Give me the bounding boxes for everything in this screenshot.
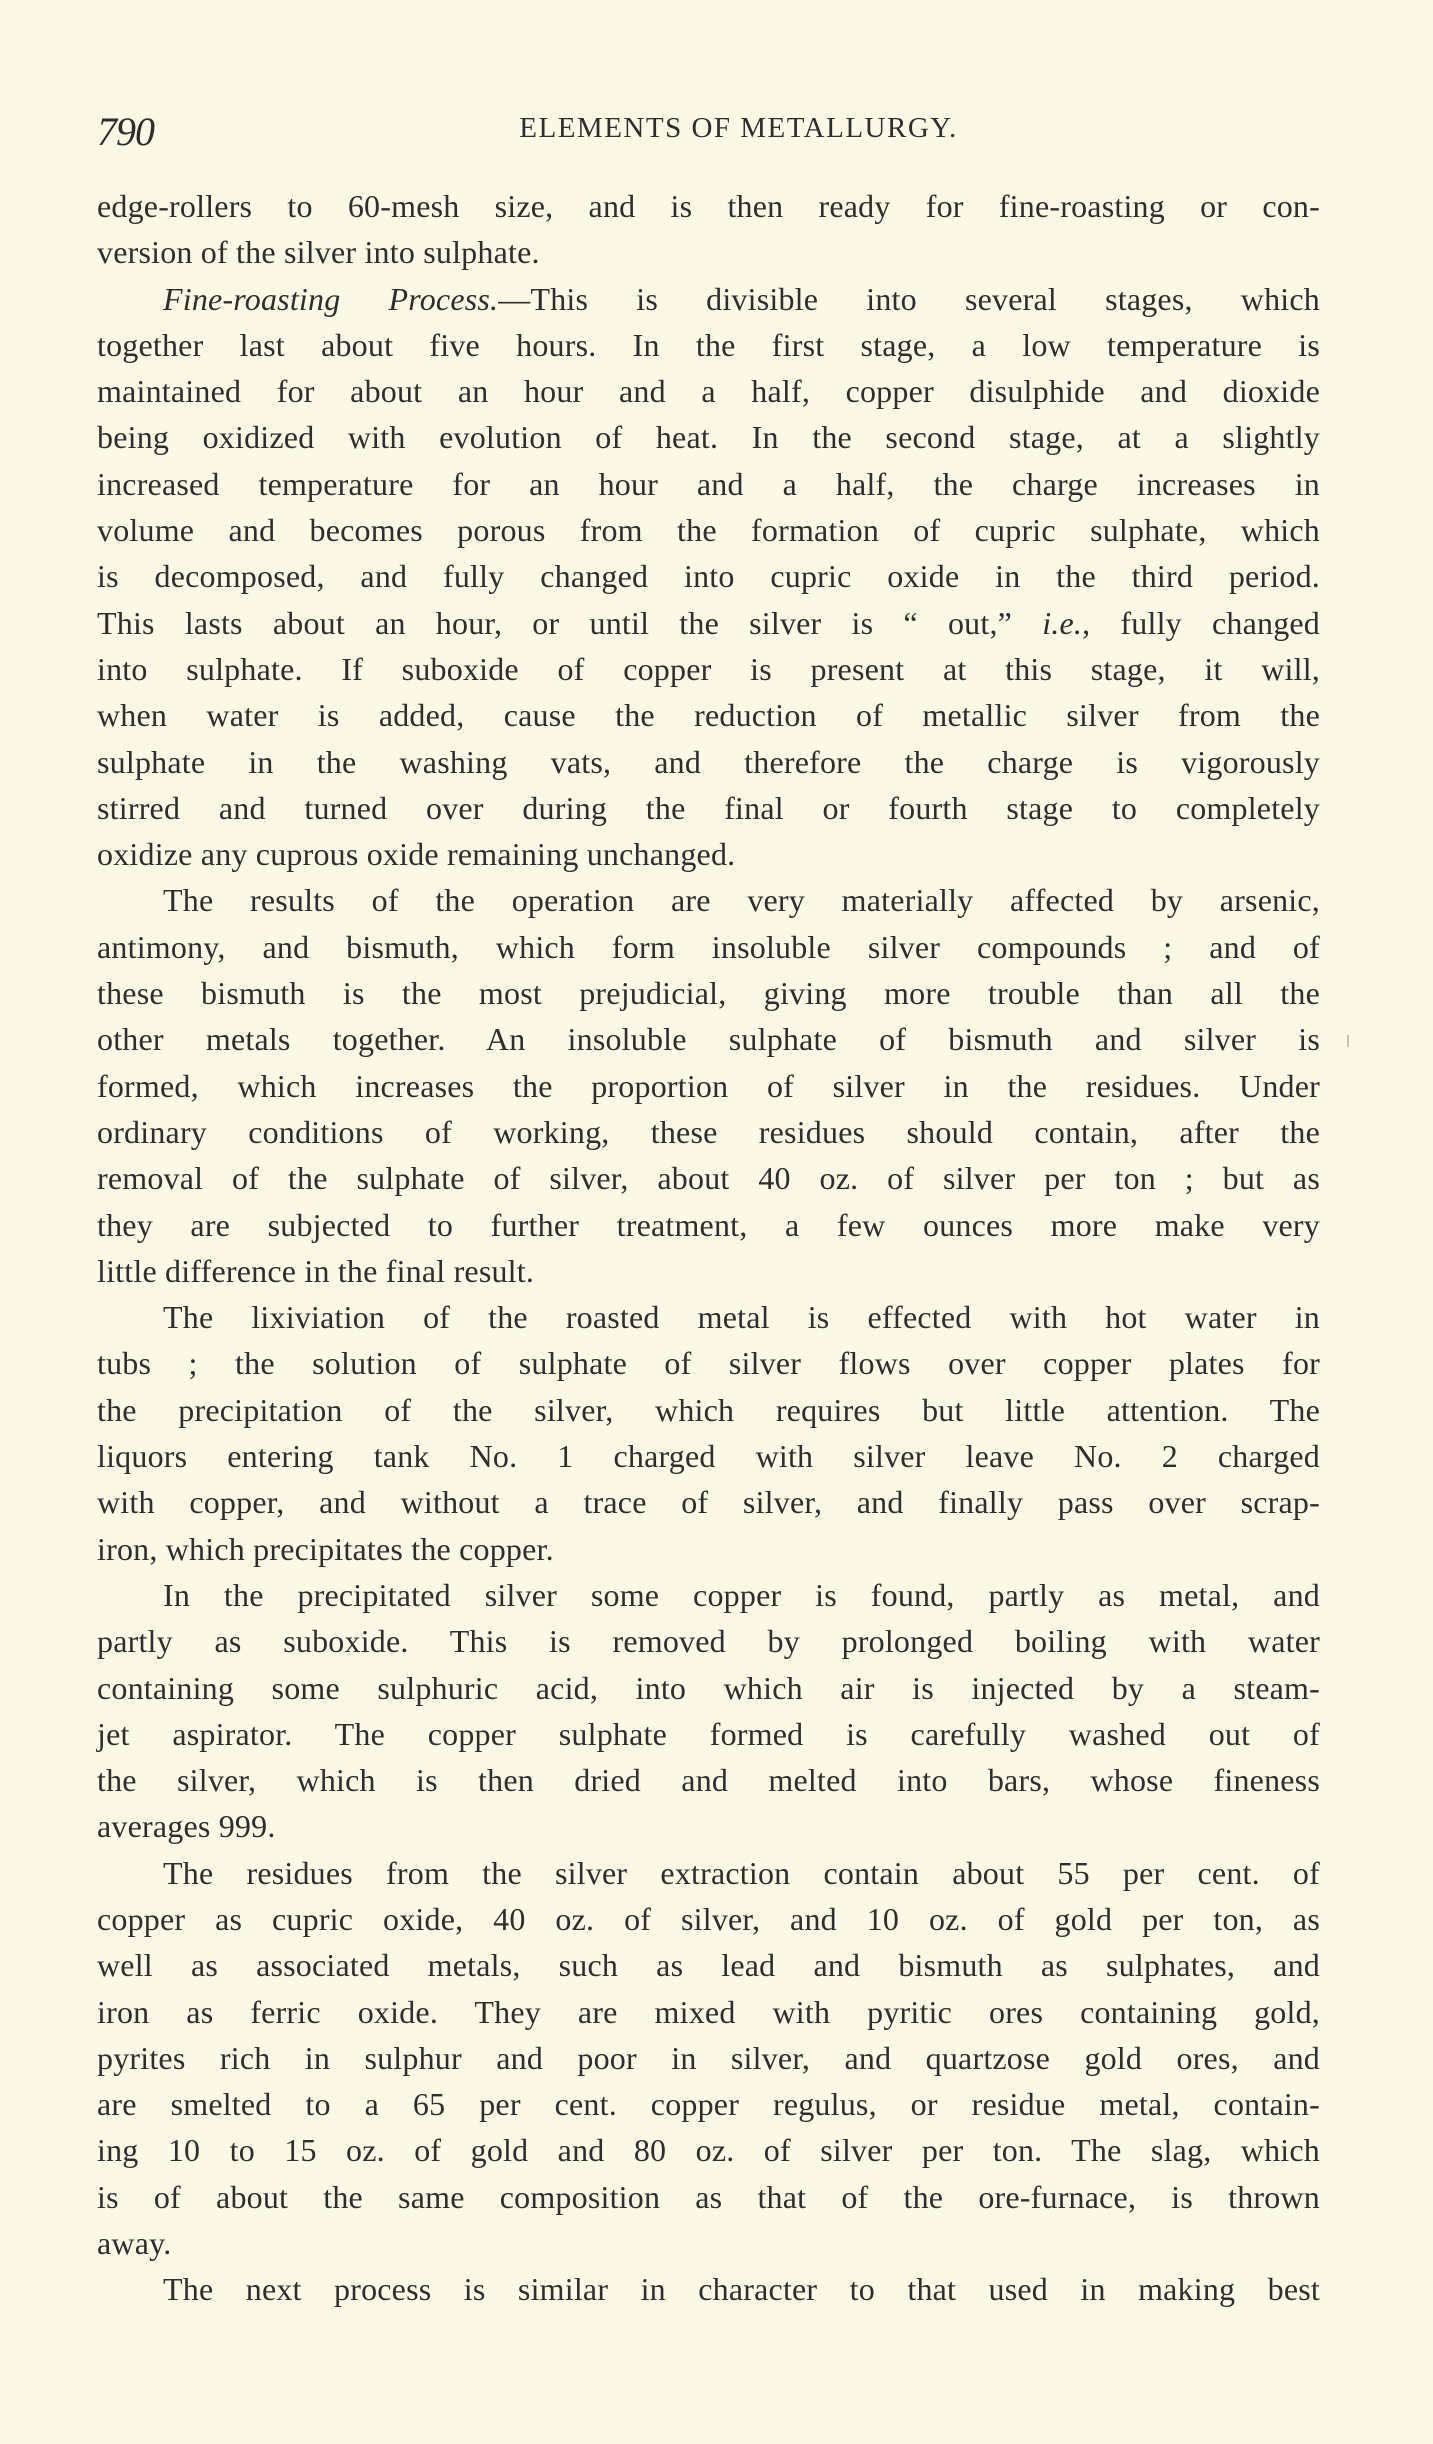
paragraph [97,1572,1320,1850]
text-line: pyrites rich in sulphur and poor in silver, and quartzose gold ores, and [97,2039,1320,2076]
page-body [97,183,1320,2313]
text-line [97,276,1320,322]
text-line: stirred and turned over during the final or fourth stage to completely [97,789,1320,826]
text-line: together last about five hours. In the first stage, a low temperature is [97,326,1320,363]
text-line: the silver, which is then dried and melted into bars, whose fineness [97,1762,1320,1799]
paragraph [97,2266,1320,2312]
text-line: containing some sulphuric acid, into which air is injected by a steam- [97,1669,1320,1706]
text-line: being oxidized with evolution of heat. In the second stage, at a slightly [97,419,1320,456]
text-line: oxidize any cuprous oxide remaining unchanged. [97,836,736,873]
text-line: The next process is similar in character to that used in making best [163,2271,1320,2308]
text-line [97,600,1320,646]
text-line: jet aspirator. The copper sulphate formed is carefully washed out of [97,1715,1320,1752]
text-line: iron, which precipitates the copper. [97,1530,554,1567]
scan-speck [1347,1035,1349,1047]
text-line: these bismuth is the most prejudicial, giving more trouble than all the [97,975,1320,1012]
text-line: the precipitation of the silver, which requires but little attention. The [97,1391,1320,1428]
text-line: volume and becomes porous from the formation of cupric sulphate, which [97,512,1320,549]
text-line: ordinary conditions of working, these residues should contain, after the [97,1113,1320,1150]
text-line: are smelted to a 65 per cent. copper regulus, or residue metal, contain- [97,2086,1320,2123]
text-segment: This lasts about an hour, or until the silver is “ out,” [97,604,1043,641]
text-line: The lixiviation of the roasted metal is effected with hot water in [163,1299,1320,1336]
text-line: away. [97,2225,172,2262]
text-line: averages 999. [97,1808,276,1845]
text-line: when water is added, cause the reduction of metallic silver from the [97,697,1320,734]
paragraph [97,877,1320,1294]
text-line: with copper, and without a trace of silver, and finally pass over scrap- [97,1484,1320,1521]
running-title: ELEMENTS OF METALLURGY. [519,112,958,144]
text-line: iron as ferric oxide. They are mixed with pyritic ores containing gold, [97,1993,1320,2030]
text-line: well as associated metals, such as lead and bismuth as sulphates, and [97,1947,1320,1984]
text-line: is decomposed, and fully changed into cupric oxide in the third period. [97,558,1320,595]
paragraph [97,183,1320,276]
text-line: other metals together. An insoluble sulphate of bismuth and silver is [97,1021,1320,1058]
italic-text: i.e. [1042,604,1083,641]
text-line: In the precipitated silver some copper is found, partly as metal, and [163,1576,1320,1613]
text-line: formed, which increases the proportion of silver in the residues. Under [97,1067,1320,1104]
paragraph [97,276,1320,878]
italic-text: Fine-roasting Process. [163,280,499,317]
text-line: into sulphate. If suboxide of copper is present at this stage, it will, [97,650,1320,687]
text-line: they are subjected to further treatment, a few ounces more make very [97,1206,1320,1243]
text-line: The residues from the silver extraction contain about 55 per cent. of [163,1854,1320,1891]
text-line: version of the silver into sulphate. [97,234,540,271]
text-line: partly as suboxide. This is removed by prolonged boiling with water [97,1623,1320,1660]
page-number: 790 [97,109,154,154]
text-line: The results of the operation are very materially affected by arsenic, [163,882,1320,919]
text-line: maintained for about an hour and a half, copper disulphide and dioxide [97,373,1320,410]
page-header [97,108,1320,158]
text-line: edge-rollers to 60-mesh size, and is then ready for fine-roasting or con- [97,188,1320,224]
text-line: is of about the same composition as that of the ore-furnace, is thrown [97,2178,1320,2215]
text-line: tubs ; the solution of sulphate of silver flows over copper plates for [97,1345,1320,1382]
text-segment: , fully changed [1082,604,1321,641]
paragraph [97,1850,1320,2267]
text-line: removal of the sulphate of silver, about 40 oz. of silver per ton ; but as [97,1160,1320,1197]
text-segment: —This is divisible into several stages, which [498,280,1321,317]
text-line: sulphate in the washing vats, and therefore the charge is vigorously [97,743,1320,780]
text-line: liquors entering tank No. 1 charged with silver leave No. 2 charged [97,1438,1320,1475]
text-line: antimony, and bismuth, which form insoluble silver compounds ; and of [97,928,1320,965]
text-line: ing 10 to 15 oz. of gold and 80 oz. of silver per ton. The slag, which [97,2132,1320,2169]
paragraph [97,1294,1320,1572]
text-line: copper as cupric oxide, 40 oz. of silver, and 10 oz. of gold per ton, as [97,1900,1320,1937]
text-line: little difference in the final result. [97,1252,535,1289]
text-line: increased temperature for an hour and a half, the charge increases in [97,465,1320,502]
